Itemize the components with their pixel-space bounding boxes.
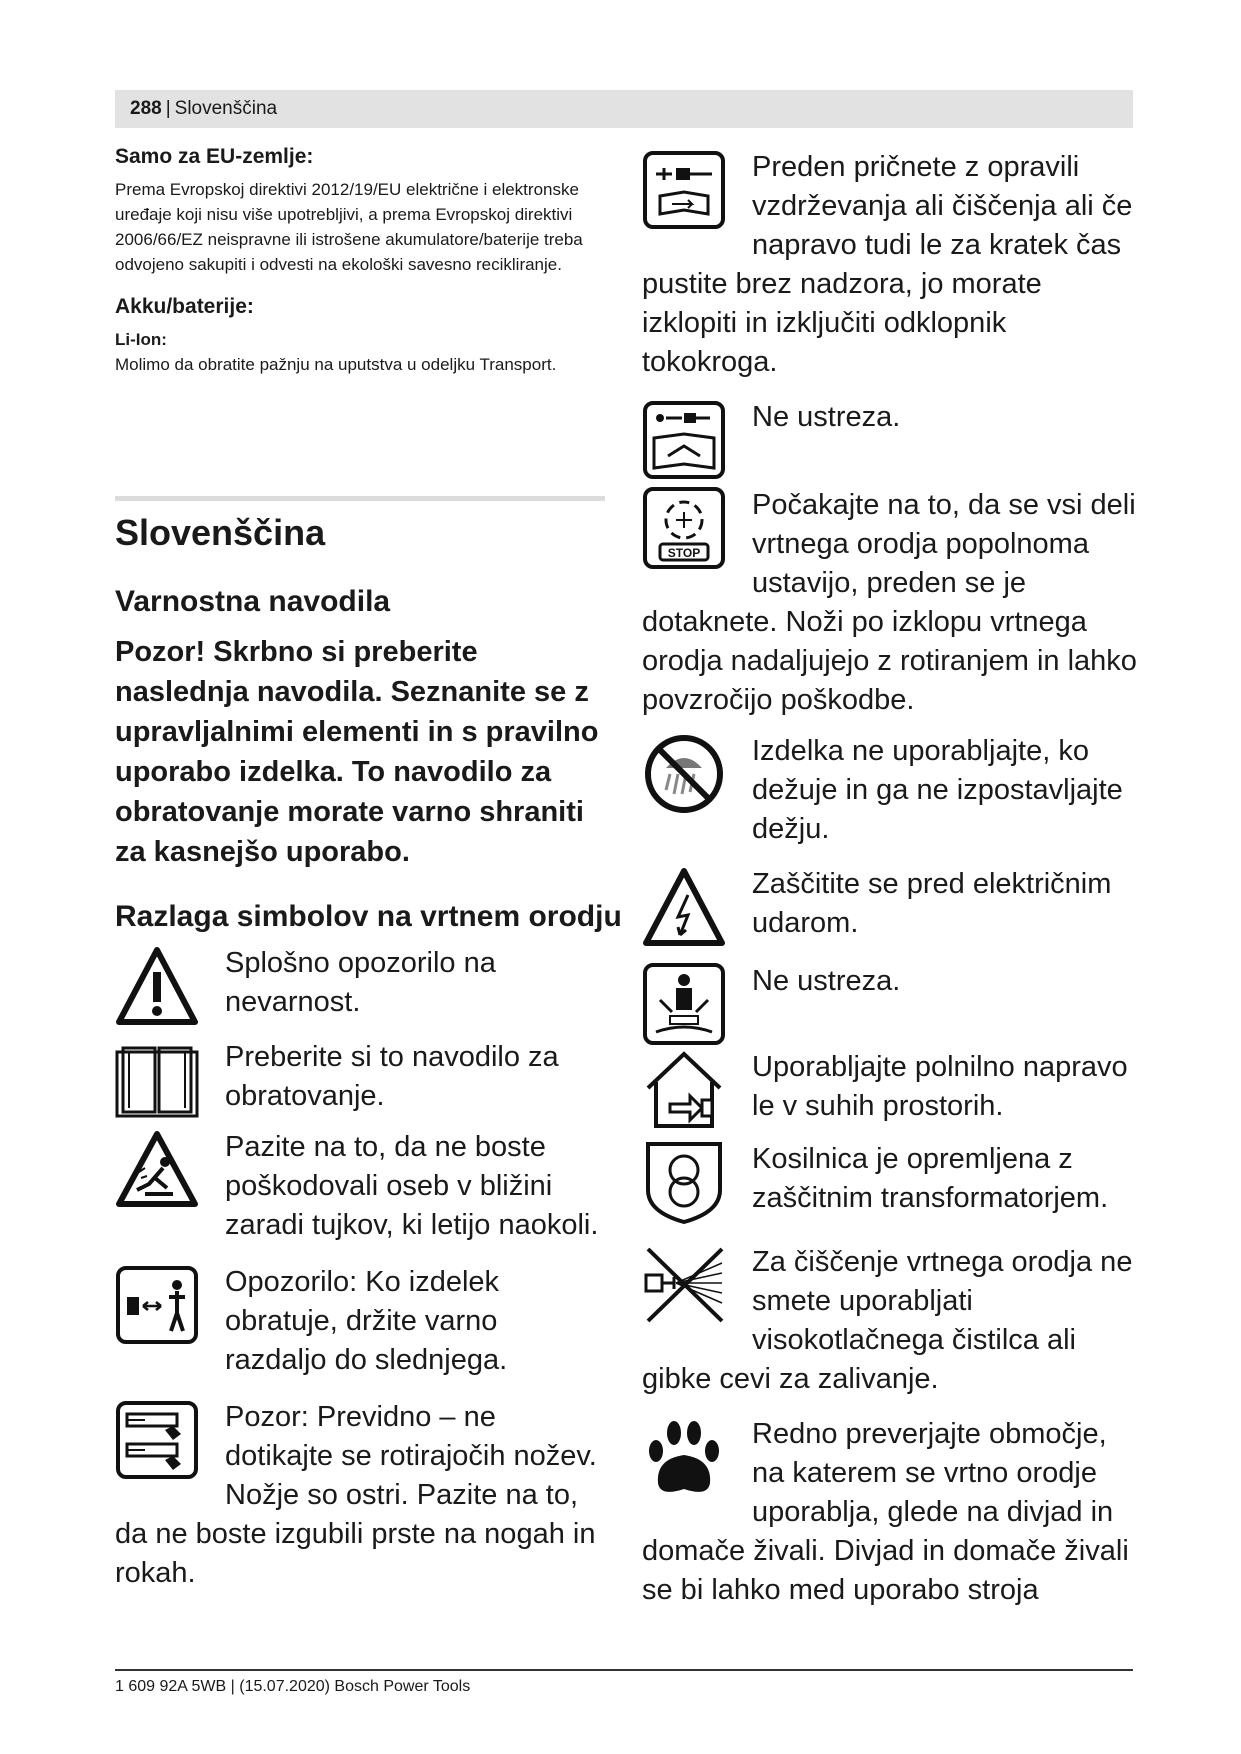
symbol-item [642,1140,1137,1224]
symbol-text: Ne ustreza. [752,965,901,997]
no-pressure-washer-icon [642,1243,726,1327]
symbol-text: Počakajte na to, da se vsi deli vrtnega orodja popolnoma ustavijo, preden se je dotaknete. Noži po izklopu vrtnega orodja nadaljujejo z rotiranjem in lahko povzročijo poškodbe. [642,489,1137,716]
symbol-item [115,1263,605,1380]
electric-shock-icon [642,865,726,949]
warning-paragraph: Pozor! Skrbno si preberite naslednja navodila. Seznanite se z upravljalnimi elementi in s pravilno uporabo izdelka. To navodilo za obratovanje morate varno shraniti za kasnejšo uporabo. [115,636,599,868]
battery-heading: Akku/baterije: [115,295,254,318]
section-divider [115,496,605,501]
eu-heading: Samo za EU-zemlje: [115,145,314,168]
symbol-item [642,1415,1137,1610]
symbols-title: Razlaga simbolov na vrtnem orodju [115,900,622,933]
symbol-text: Ne ustreza. [752,401,901,433]
symbol-text: Za čiščenje vrtnega orodja ne smete uporabljati visokotlačnega čistilca ali gibke cevi za zalivanje. [642,1246,1133,1395]
flying-debris-icon [115,1128,199,1212]
footer-rule [115,1669,1133,1671]
section-title: Slovenščina [115,512,326,553]
stop-rotation-icon [642,486,726,570]
page-header [115,90,1133,128]
symbol-item [642,1048,1137,1132]
animal-paw-icon [642,1415,726,1499]
header-separator: | [165,98,171,119]
symbol-text: Pozor: Previdno – ne dotikajte se rotirajočih nožev. Nožje so ostri. Pazite na to, da ne boste izgubili prste na nogah in rokah. [115,1401,597,1589]
manual-book-icon [115,1038,199,1122]
page-number: 288 [130,98,162,119]
liion-label: Li-Ion: [115,330,167,349]
symbol-text: Preden pričnete z opravili vzdrževanja ali čiščenja ali če napravo tudi le za kratek čas pustite brez nadzora, jo morate izklopiti in izključiti odklopnik tokokroga. [642,151,1133,378]
symbol-item [642,732,1137,849]
symbol-text: Splošno opozorilo na nevarnost. [225,947,496,1018]
symbol-item [115,1128,605,1245]
rotating-blades-icon [115,1398,199,1482]
no-rain-icon [642,732,726,816]
symbol-text: Kosilnica je opremljena z zaščitnim transformatorjem. [752,1143,1109,1214]
symbol-item [642,1243,1137,1399]
warning-triangle-icon [115,944,199,1028]
symbol-item [115,944,605,1028]
liion-text: Molimo da obratite pažnju na uputstva u odeljku Transport. [115,355,557,374]
header-language: Slovenščina [174,98,278,119]
symbol-text: Zaščitite se pred električnim udarom. [752,868,1112,939]
footer-text: 1 609 92A 5WB | (15.07.2020) Bosch Power Tools [115,1678,471,1695]
symbol-item [115,1398,605,1593]
manual-plug-icon [642,398,726,482]
symbol-item [642,962,1137,1046]
eu-text: Prema Evropskoj direktivi 2012/19/EU električne i elektronske uređaje koji nisu više upotrebljivi, a prema Evropskoj direktivi 2006/66/EZ neispravne ili istrošene akumulatore/baterije treba odvojeno sakupiti i odvesti na ekološki savesno recikliranje. [115,180,583,274]
symbol-item [642,865,1137,949]
symbol-text: Redno preverjajte območje, na katerem se vrtno orodje uporablja, glede na divjad in domače živali. Divjad in domače živali se bi lahko med uporabo stroja [642,1418,1129,1606]
symbol-item [115,1038,605,1122]
symbol-item [642,398,1137,482]
left-column-top [115,145,605,377]
safety-subtitle: Varnostna navodila [115,585,391,618]
svg-text:STOP: STOP [667,546,701,560]
symbol-text: Izdelka ne uporabljajte, ko dežuje in ga ne izpostavljajte dežju. [752,735,1123,845]
operator-icon [642,962,726,1046]
symbol-text: Preberite si to navodilo za obratovanje. [225,1041,559,1112]
disconnect-plug-icon [642,148,726,232]
symbol-text: Opozorilo: Ko izdelek obratuje, držite varno razdaljo do slednjega. [225,1266,508,1376]
safety-transformer-icon [642,1140,726,1224]
symbol-item [642,486,1137,720]
indoor-use-icon [642,1048,726,1132]
symbol-text: Uporabljajte polnilno napravo le v suhih prostorih. [752,1051,1128,1122]
symbol-text: Pazite na to, da ne boste poškodovali oseb v bližini zaradi tujkov, ki letijo naokoli. [225,1131,599,1241]
symbol-item [642,148,1137,382]
safe-distance-icon [115,1263,199,1347]
